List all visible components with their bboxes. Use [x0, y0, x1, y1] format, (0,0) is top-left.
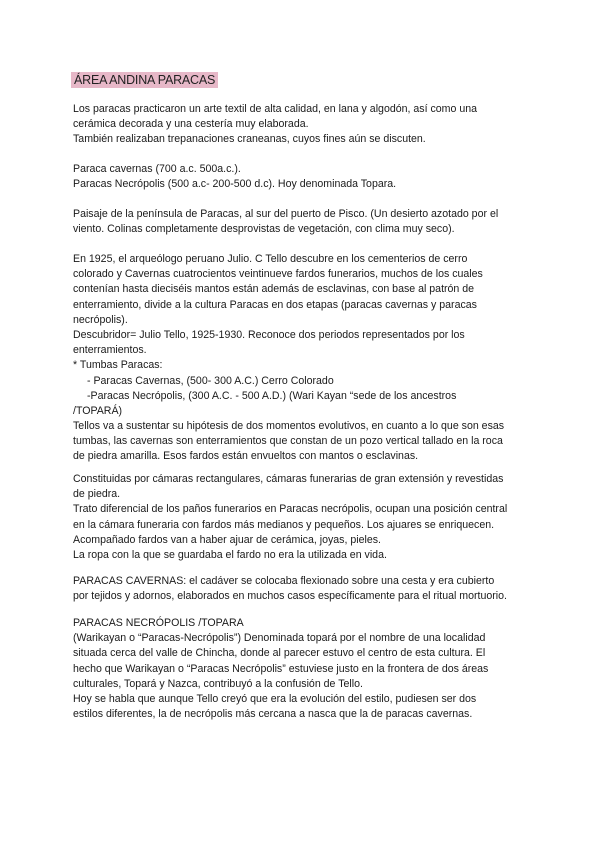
text-line: tumbas, las cavernas son enterramientos que constan de un pozo vertical tallado en la roca [73, 435, 503, 448]
paragraph-landscape [73, 207, 543, 237]
text-line: en la cámara funeraria con fardos más medianos y pequeños. Los ajuares se enriquecen. [73, 518, 495, 531]
text-line: estilos diferentes, la de necrópolis más cercana a nasca que la de paracas cavernas. [73, 708, 473, 721]
text-line: Los paracas practicaron un arte textil de alta calidad, en lana y algodón, así como una [73, 103, 477, 115]
paragraph-textiles [73, 102, 543, 148]
text-line: * Tumbas Paracas: [73, 359, 163, 372]
text-line: Trato diferencial de los paños funerarios en Paracas necrópolis, ocupan una posición central [73, 503, 508, 516]
text-line: Acompañado fardos van a haber ajuar de cerámica, joyas, pieles. [73, 533, 381, 546]
paragraph-chambers [73, 472, 543, 563]
text-line: PARACAS CAVERNAS: el cadáver se colocaba flexionado sobre una cesta y era cubierto [73, 575, 495, 587]
text-line: Descubridor= Julio Tello, 1925-1930. Reconoce dos periodos representados por los [73, 328, 465, 341]
list-item: -Paracas Necrópolis, (300 A.C. - 500 A.D.) (Wari Kayan “sede de los ancestros [87, 389, 457, 402]
text-line: La ropa con la que se guardaba el fardo no era la utilizada en vida. [73, 548, 387, 561]
text-line: hecho que Warikayan o “Paracas Necrópolis” estuviese justo en la frontera de dos áreas [73, 662, 489, 675]
text-line: de piedra. [73, 488, 121, 501]
text-line: enterramientos. [73, 344, 147, 357]
paragraph-necropolis [73, 616, 543, 722]
text-line: de piedra amarilla. Esos fardos están envueltos con mantos o esclavinas. [73, 450, 419, 463]
text-line: viento. Colinas completamente desprovistas de vegetación, con clima muy seco). [73, 223, 455, 236]
text-line: Constituidas por cámaras rectangulares, cámaras funerarias de gran extensión y revestidas [73, 473, 504, 485]
text-line: Paraca cavernas (700 a.c. 500a.c.). [73, 163, 241, 175]
text-line: colorado y Cavernas cuatrocientos veintinueve fardos funerarios, muchos de los cuales [73, 268, 483, 281]
paragraph-cavernas [73, 574, 543, 604]
text-line: necrópolis). [73, 313, 128, 326]
paragraph-tello [73, 252, 543, 465]
text-line: Hoy se habla que aunque Tello creyó que era la evolución del estilo, pudiesen ser dos [73, 692, 477, 705]
text-line: cerámica decorada y una cestería muy elaborada. [73, 118, 309, 131]
text-line: situada cerca del valle de Chincha, donde al parecer estuvo el centro de esta cultura. El [73, 647, 486, 660]
text-line: Tellos va a sustentar su hipótesis de dos momentos evolutivos, en cuanto a lo que son esas [73, 420, 505, 433]
text-line: contenían hasta dieciséis mantos están además de esclavinas, con base al patrón de [73, 283, 475, 296]
text-line: /TOPARÁ) [73, 404, 123, 417]
list-item: - Paracas Cavernas, (500- 300 A.C.) Cerro Colorado [87, 374, 334, 387]
text-line: También realizaban trepanaciones craneanas, cuyos fines aún se discuten. [73, 133, 426, 146]
text-line: En 1925, el arqueólogo peruano Julio. C Tello descubre en los cementerios de cerro [73, 253, 468, 265]
text-line: (Warikayan o “Paracas-Necrópolis”) Denominada topará por el nombre de una localidad [73, 632, 486, 645]
text-line: Paisaje de la península de Paracas, al sur del puerto de Pisco. (Un desierto azotado por el [73, 208, 499, 220]
text-line: por tejidos y adornos, elaborados en muchos casos específicamente para el ritual mortuorio. [73, 590, 507, 603]
paragraph-periods [73, 162, 543, 192]
document-title: ÁREA ANDINA PARACAS [71, 72, 218, 88]
text-line: culturales, Topará y Nazca, contribuyó a la confusión de Tello. [73, 677, 363, 690]
section-heading: PARACAS NECRÓPOLIS /TOPARA [73, 617, 244, 629]
text-line: Paracas Necrópolis (500 a.c- 200-500 d.c). Hoy denominada Topara. [73, 178, 397, 191]
text-line: enterramiento, divide a la cultura Paracas en dos etapas (paracas cavernas y paracas [73, 298, 477, 311]
